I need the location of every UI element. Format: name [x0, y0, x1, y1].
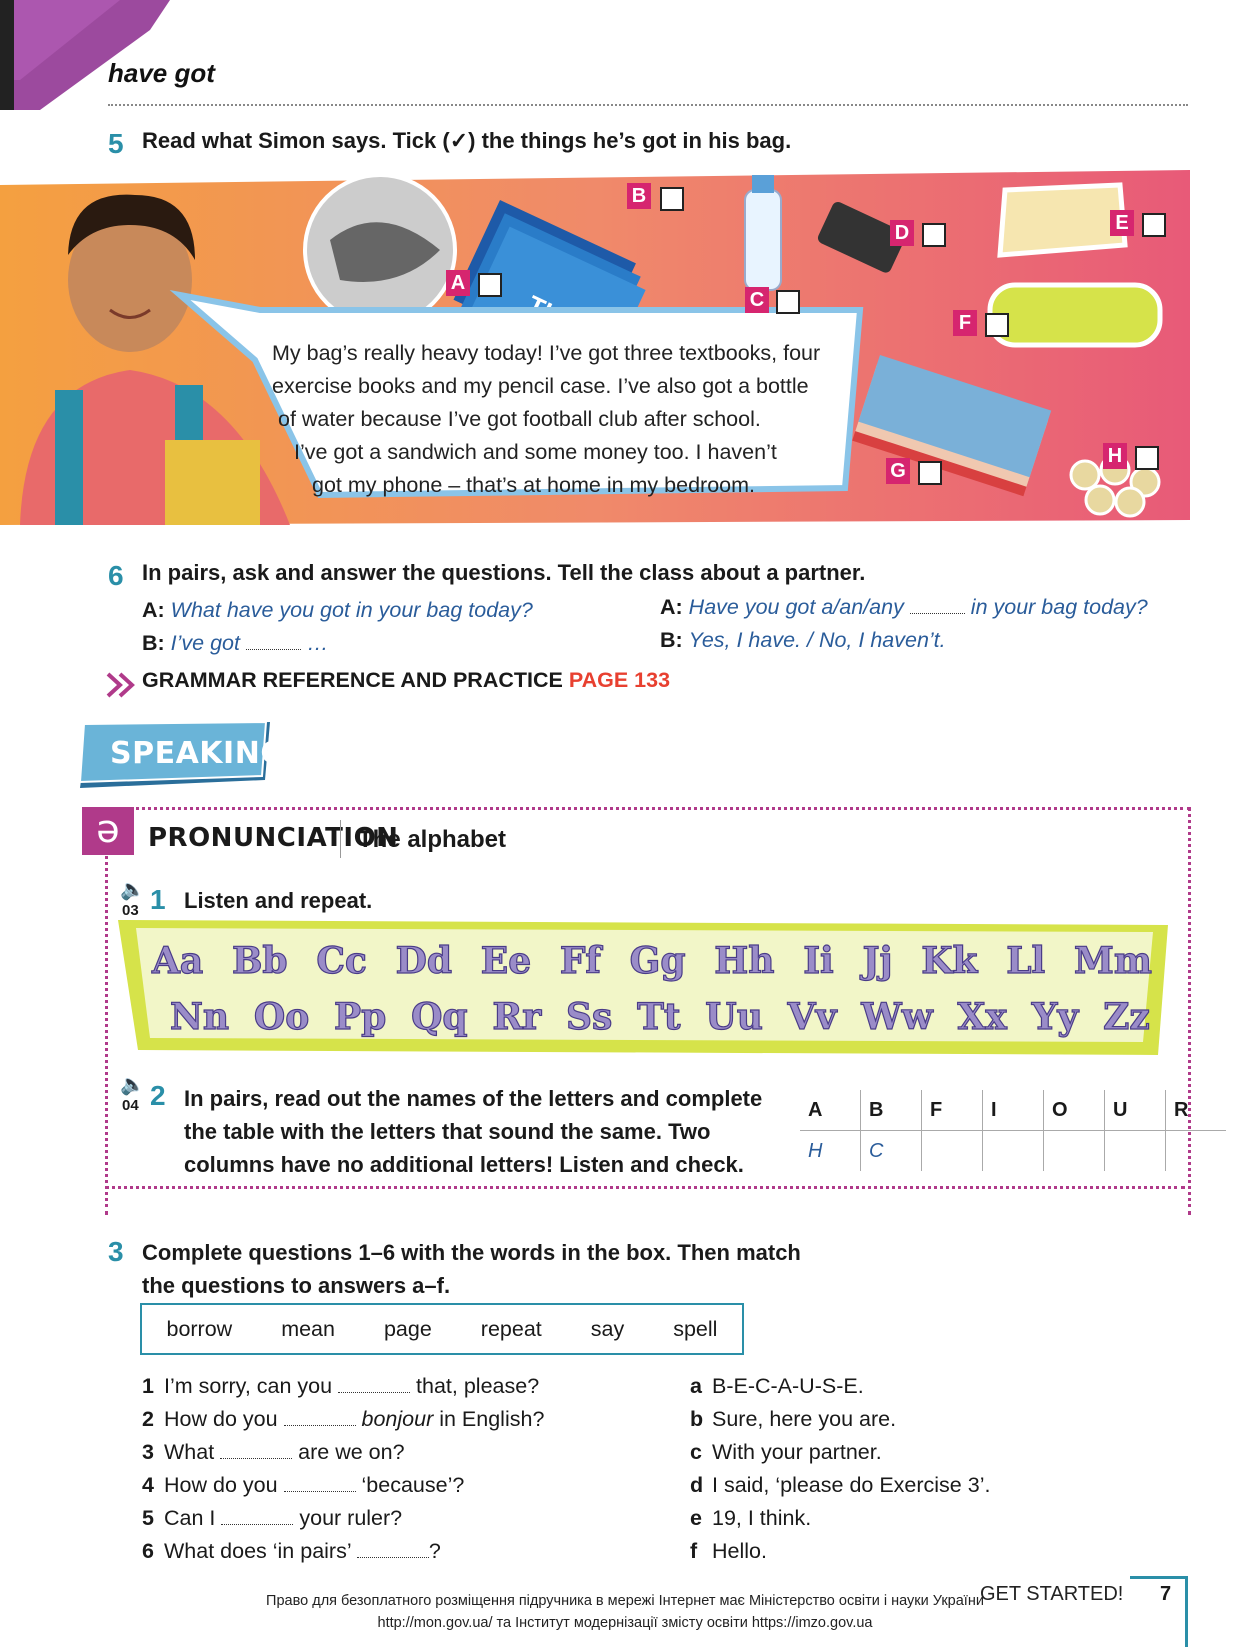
word: repeat: [480, 1316, 542, 1341]
blank: [910, 597, 965, 614]
speaker-label: A:: [660, 595, 683, 619]
answer-letter: e: [690, 1506, 702, 1530]
table-header: I: [983, 1090, 1044, 1131]
exercise-6-number: 6: [108, 560, 124, 591]
alphabet-row-1: [152, 940, 1152, 982]
table-header: O: [1044, 1090, 1105, 1131]
pronunciation-ex1-instruction: Listen and repeat.: [184, 888, 373, 913]
answer-letter: c: [690, 1440, 702, 1464]
dialogue-text: Have you got a/an/any: [688, 595, 904, 619]
tick-box-d[interactable]: [922, 223, 946, 247]
question-text-italic: bonjour: [361, 1407, 434, 1431]
question-text: What: [164, 1440, 215, 1464]
question-item: [142, 1535, 544, 1568]
grammar-reference[interactable]: [142, 668, 670, 693]
table-header: U: [1105, 1090, 1166, 1131]
speaking-label: SPEAKING: [110, 736, 286, 771]
pronunciation-ex2-number: 2: [150, 1080, 166, 1111]
answer-text: I said, ‘please do Exercise 3’.: [712, 1473, 991, 1497]
question-text: How do you: [164, 1407, 278, 1431]
letter-pair: Yy: [1031, 996, 1079, 1038]
letter-pair: Xx: [957, 996, 1007, 1038]
question-text: Can I: [164, 1506, 216, 1530]
page-number-frame: [1130, 1576, 1188, 1647]
table-cell[interactable]: [1044, 1131, 1105, 1172]
word: borrow: [166, 1316, 233, 1341]
answers-list: [690, 1370, 990, 1568]
answer-text: 19, I think.: [712, 1506, 812, 1530]
tick-box-b[interactable]: [660, 187, 684, 211]
audio-track-number: 03: [122, 902, 139, 919]
question-text: your ruler?: [299, 1506, 403, 1530]
question-text: ?: [428, 1539, 441, 1563]
pronunciation-box-bottom: [105, 1186, 1185, 1189]
question-text: I’m sorry, can you: [164, 1374, 333, 1398]
table-header-row: [800, 1090, 1226, 1131]
letter-pair: Aa: [152, 940, 204, 982]
table-header: R: [1166, 1090, 1227, 1131]
footer-notice: [220, 1590, 1030, 1634]
letter-pair: Mm: [1073, 940, 1152, 982]
question-number: 2: [142, 1407, 154, 1431]
alphabet-row-2: [170, 996, 1150, 1038]
questions-list: [142, 1370, 544, 1568]
letter-pair: Qq: [411, 996, 468, 1038]
instruction-line: Complete questions 1–6 with the words in the box. Then match: [142, 1240, 801, 1265]
footer-line: Право для безоплатного розміщення підручника в мережі Інтернет має Міністерство освіти і науки України: [266, 1593, 984, 1609]
letter-pair: Bb: [232, 940, 288, 982]
letter-pair: Vv: [787, 996, 837, 1038]
answer-blank[interactable]: [357, 1541, 429, 1558]
question-number: 3: [142, 1440, 154, 1464]
table-header: B: [861, 1090, 922, 1131]
dialogue-text: in your bag today?: [970, 595, 1148, 619]
answer-blank[interactable]: [338, 1376, 410, 1393]
speaker-icon[interactable]: 🔈: [120, 1074, 145, 1096]
speaker-label: A:: [142, 598, 165, 622]
letter-sound-table: [800, 1090, 1226, 1171]
page-number: 7: [1160, 1583, 1172, 1605]
label-e: E: [1110, 210, 1134, 236]
answer-letter: d: [690, 1473, 704, 1497]
letter-pair: Pp: [334, 996, 387, 1038]
question-item: [142, 1469, 544, 1502]
label-d: D: [890, 220, 914, 246]
table-header: A: [800, 1090, 861, 1131]
dialogue-left-a: [142, 598, 533, 623]
dialogue-right-b: [660, 628, 946, 653]
letter-pair: Ii: [803, 940, 834, 982]
dialogue-right-a: [660, 595, 1148, 620]
question-item: [142, 1403, 544, 1436]
tick-box-e[interactable]: [1142, 213, 1166, 237]
speech-line: I’ve got a sandwich and some money too. I haven’t: [294, 440, 777, 464]
question-number: 1: [142, 1374, 154, 1398]
exercise-3-instruction: [142, 1236, 801, 1302]
answer-item: [690, 1502, 990, 1535]
answer-item: [690, 1370, 990, 1403]
question-text: that, please?: [416, 1374, 540, 1398]
simon-speech: [272, 337, 872, 502]
letter-pair: Zz: [1103, 996, 1150, 1038]
answer-blank[interactable]: [284, 1475, 356, 1492]
letter-pair: Jj: [862, 940, 893, 982]
answer-letter: a: [690, 1374, 702, 1398]
pronunciation-ex2-instruction: [184, 1082, 762, 1181]
answer-item: [690, 1469, 990, 1502]
instruction-line: the questions to answers a–f.: [142, 1273, 451, 1298]
letter-pair: Uu: [705, 996, 763, 1038]
question-text: in English?: [433, 1407, 545, 1431]
letter-pair: Rr: [492, 996, 542, 1038]
speech-line: got my phone – that’s at home in my bedroom.: [312, 473, 755, 497]
question-text: ‘because’?: [361, 1473, 465, 1497]
answer-blank[interactable]: [284, 1409, 356, 1426]
section-title: have got: [108, 58, 215, 88]
question-item: [142, 1370, 544, 1403]
word: mean: [281, 1316, 335, 1341]
answer-text: With your partner.: [712, 1440, 882, 1464]
letter-pair: Gg: [629, 940, 686, 982]
speaker-label: B:: [660, 628, 683, 652]
letter-pair: Ff: [559, 940, 601, 982]
dialogue-text: I’ve got: [170, 631, 240, 655]
pronunciation-label: PRONUNCIATION: [148, 823, 399, 853]
question-text: How do you: [164, 1473, 278, 1497]
label-h: H: [1103, 443, 1127, 469]
table-header: F: [922, 1090, 983, 1131]
letter-pair: Ww: [861, 996, 933, 1038]
exercise-6-instruction: In pairs, ask and answer the questions. Tell the class about a partner.: [142, 560, 866, 585]
speaker-icon[interactable]: 🔈: [120, 879, 145, 901]
letter-pair: Tt: [637, 996, 681, 1038]
audio-track-number: 04: [122, 1097, 139, 1114]
exercise-5-instruction: Read what Simon says. Tick (✓) the things he’s got in his bag.: [142, 128, 792, 153]
table-cell[interactable]: [983, 1131, 1044, 1172]
letter-pair: Hh: [714, 940, 775, 982]
instruction-line: the table with the letters that sound the same. Two: [184, 1119, 711, 1144]
divider: [108, 104, 1188, 106]
question-text: are we on?: [298, 1440, 405, 1464]
question-item: [142, 1436, 544, 1469]
label-g: G: [886, 458, 910, 484]
tick-box-c[interactable]: [776, 290, 800, 314]
instruction-line: columns have no additional letters! Listen and check.: [184, 1152, 744, 1177]
dialogue-text: What have you got in your bag today?: [170, 598, 533, 622]
question-text: What does ‘in pairs’: [164, 1539, 351, 1563]
grammar-reference-page[interactable]: PAGE 133: [568, 668, 671, 692]
table-cell[interactable]: [1105, 1131, 1166, 1172]
speaker-label: B:: [142, 631, 165, 655]
instruction-line: In pairs, read out the names of the letters and complete: [184, 1086, 763, 1111]
answer-text: B-E-C-A-U-S-E.: [712, 1374, 864, 1398]
pronunciation-subtitle: The alphabet: [358, 826, 507, 853]
answer-blank[interactable]: [220, 1442, 292, 1459]
speech-line: My bag’s really heavy today! I’ve got three textbooks, four: [272, 341, 821, 365]
letter-pair: Dd: [395, 940, 453, 982]
speech-line: exercise books and my pencil case. I’ve also got a bottle: [272, 374, 809, 398]
answer-text: Hello.: [712, 1539, 767, 1563]
exercise-5-number: 5: [108, 128, 124, 159]
word: spell: [673, 1316, 718, 1341]
exercise-3-number: 3: [108, 1236, 124, 1267]
word-box: [140, 1303, 744, 1355]
title-separator: [340, 820, 341, 858]
letter-pair: Oo: [253, 996, 310, 1038]
answer-item: [690, 1403, 990, 1436]
answer-blank[interactable]: [221, 1508, 293, 1525]
corner-decoration: [0, 0, 170, 110]
tick-box-f[interactable]: [985, 313, 1009, 337]
table-cell[interactable]: [1166, 1131, 1227, 1172]
table-cell[interactable]: [922, 1131, 983, 1172]
answer-item: [690, 1535, 990, 1568]
letter-pair: Ss: [566, 996, 613, 1038]
answer-text: Sure, here you are.: [712, 1407, 897, 1431]
footer-line: http://mon.gov.ua/ та Інститут модернізації змісту освіти https://imzo.gov.ua: [377, 1615, 873, 1631]
blank: [246, 633, 301, 650]
question-number: 5: [142, 1506, 154, 1530]
label-c: C: [745, 287, 769, 313]
label-b: B: [627, 183, 651, 209]
dialogue-left-b: [142, 631, 328, 656]
table-cell[interactable]: C: [861, 1131, 922, 1172]
letter-pair: Nn: [170, 996, 230, 1038]
question-number: 6: [142, 1539, 154, 1563]
unit-name: GET STARTED!: [980, 1583, 1124, 1605]
double-chevron-icon: [106, 672, 138, 698]
pronunciation-ex1-number: 1: [150, 884, 166, 915]
question-item: [142, 1502, 544, 1535]
label-a: A: [446, 270, 470, 296]
letter-pair: Ee: [480, 940, 532, 982]
letter-pair: Kk: [921, 940, 978, 982]
dialogue-text: Yes, I have. / No, I haven’t.: [688, 628, 946, 652]
answer-letter: b: [690, 1407, 704, 1431]
word: page: [383, 1316, 432, 1341]
tick-box-a[interactable]: [478, 273, 502, 297]
table-cell[interactable]: H: [808, 1139, 823, 1162]
tick-box-h[interactable]: [1135, 446, 1159, 470]
dialogue-text: …: [306, 631, 329, 655]
tick-box-g[interactable]: [918, 461, 942, 485]
speech-line: of water because I’ve got football club after school.: [278, 407, 761, 431]
schwa-icon: ə: [82, 807, 134, 855]
question-number: 4: [142, 1473, 154, 1497]
label-f: F: [953, 310, 977, 336]
letter-pair: Ll: [1006, 940, 1046, 982]
grammar-reference-label: GRAMMAR REFERENCE AND PRACTICE: [142, 668, 563, 692]
word: say: [590, 1316, 625, 1341]
table-row: [800, 1131, 1226, 1172]
answer-letter: f: [690, 1539, 698, 1563]
answer-item: [690, 1436, 990, 1469]
letter-pair: Cc: [316, 940, 367, 982]
